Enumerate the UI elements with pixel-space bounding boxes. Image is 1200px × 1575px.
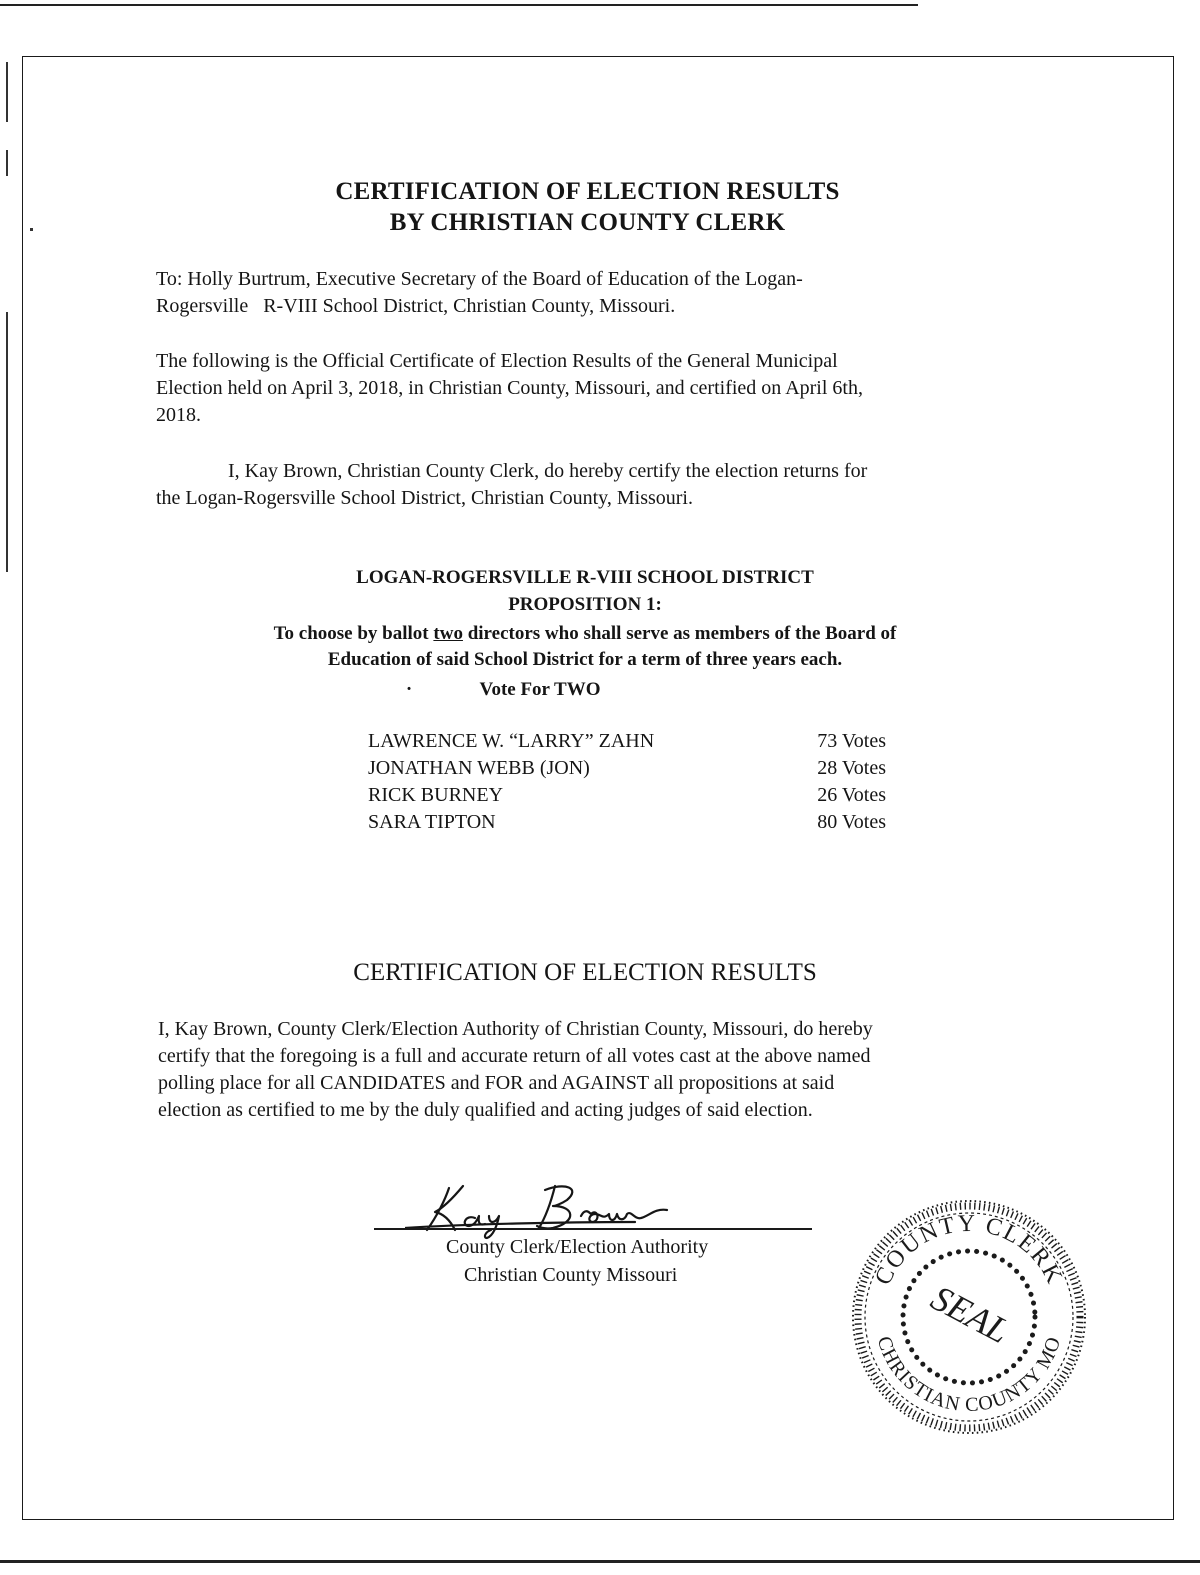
scan-edge-top bbox=[0, 4, 918, 6]
candidate-name: LAWRENCE W. “LARRY” ZAHN bbox=[368, 730, 655, 752]
certify-paragraph bbox=[156, 458, 1056, 512]
proposition-heading: PROPOSITION 1: bbox=[508, 594, 662, 615]
proposition-text bbox=[160, 621, 1010, 673]
title-line-2: BY CHRISTIAN COUNTY CLERK bbox=[389, 209, 786, 236]
address-line-2: Rogersville R-VIII School District, Christian County, Missouri. bbox=[156, 295, 676, 317]
certify-line-2: the Logan-Rogersville School District, Christian County, Missouri. bbox=[156, 487, 693, 509]
candidate-votes: 80 Votes bbox=[817, 811, 886, 833]
candidate-row bbox=[368, 782, 886, 809]
signature-title-1: County Clerk/Election Authority bbox=[446, 1236, 709, 1258]
vote-for-heading: Vote For TWO bbox=[479, 679, 601, 700]
certification-line-2: certify that the foregoing is a full and accurate return of all votes cast at the above named bbox=[158, 1045, 871, 1067]
document-title bbox=[0, 176, 1175, 238]
underlined-word: two bbox=[433, 623, 463, 644]
candidate-name: RICK BURNEY bbox=[368, 784, 504, 806]
certification-paragraph bbox=[158, 1016, 1078, 1124]
signature-line bbox=[374, 1228, 812, 1230]
certification-line-4: election as certified to me by the duly qualified and acting judges of said election. bbox=[158, 1099, 813, 1121]
intro-line-3: 2018. bbox=[156, 404, 201, 426]
candidate-votes: 73 Votes bbox=[817, 730, 886, 752]
certification-heading: CERTIFICATION OF ELECTION RESULTS bbox=[353, 959, 817, 986]
title-line-1: CERTIFICATION OF ELECTION RESULTS bbox=[335, 178, 840, 205]
scan-mark bbox=[6, 312, 8, 572]
district-heading: LOGAN-ROGERSVILLE R-VIII SCHOOL DISTRICT bbox=[356, 567, 814, 588]
scan-mark bbox=[6, 62, 8, 122]
certification-line-1: I, Kay Brown, County Clerk/Election Authority of Christian County, Missouri, do hereby bbox=[158, 1018, 873, 1040]
certify-line-1: I, Kay Brown, Christian County Clerk, do hereby certify the election returns for bbox=[228, 460, 868, 482]
proposition-text-line-1: To choose by ballot two directors who shall serve as members of the Board of bbox=[273, 623, 897, 644]
scan-bullet: · bbox=[405, 679, 413, 700]
address-line-1: To: Holly Burtrum, Executive Secretary of the Board of Education of the Logan- bbox=[156, 268, 803, 290]
handwritten-signature bbox=[405, 1178, 685, 1240]
candidate-votes: 26 Votes bbox=[817, 784, 886, 806]
candidate-row bbox=[368, 809, 886, 836]
candidate-list bbox=[368, 728, 886, 836]
candidate-name: JONATHAN WEBB (JON) bbox=[368, 757, 590, 779]
intro-line-2: Election held on April 3, 2018, in Christian County, Missouri, and certified on April 6th, bbox=[156, 377, 863, 399]
intro-paragraph bbox=[156, 348, 1056, 429]
address-paragraph bbox=[156, 266, 1056, 320]
candidate-row bbox=[368, 728, 886, 755]
signature-title-2: Christian County Missouri bbox=[464, 1264, 678, 1286]
proposition-text-line-2: Education of said School District for a term of three years each. bbox=[327, 649, 843, 670]
seal-top-text: COUNTY CLERK bbox=[870, 1210, 1068, 1290]
certification-line-3: polling place for all CANDIDATES and FOR and AGAINST all propositions at said bbox=[158, 1072, 835, 1094]
candidate-row bbox=[368, 755, 886, 782]
seal-bottom-text: CHRISTIAN COUNTY MO bbox=[872, 1333, 1066, 1417]
candidate-votes: 28 Votes bbox=[817, 757, 886, 779]
seal-center-text: SEAL bbox=[924, 1277, 1017, 1352]
scan-mark bbox=[6, 150, 8, 176]
county-clerk-seal bbox=[842, 1190, 1096, 1444]
scan-edge-bottom bbox=[0, 1560, 1200, 1563]
intro-line-1: The following is the Official Certificate of Election Results of the General Municipal bbox=[156, 350, 838, 372]
candidate-name: SARA TIPTON bbox=[368, 811, 496, 833]
